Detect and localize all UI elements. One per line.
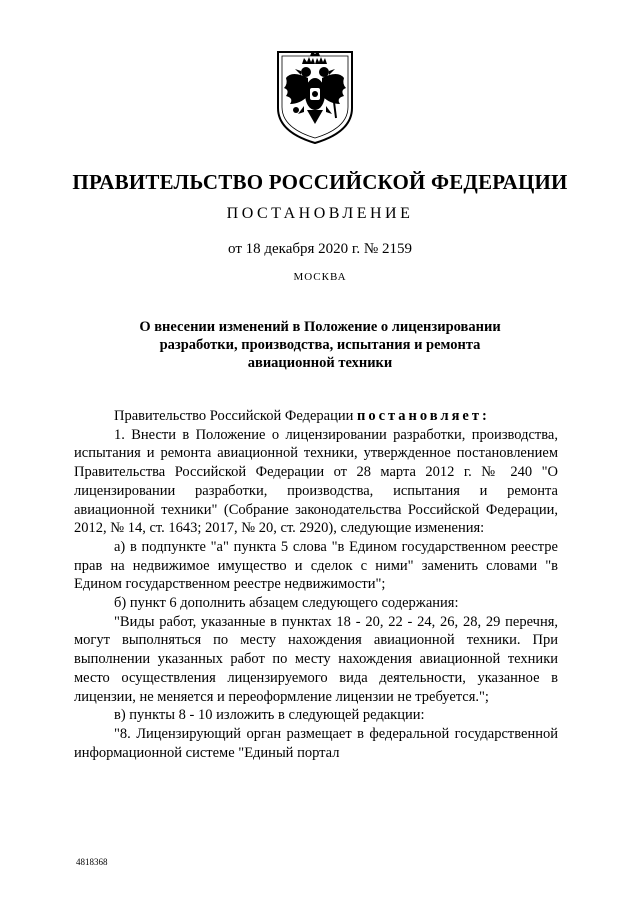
intro-lead: Правительство Российской Федерации <box>114 408 357 424</box>
subparagraph-b: б) пункт 6 дополнить абзацем следующего содержания: <box>114 595 459 612</box>
document-type: ПОСТАНОВЛЕНИЕ <box>226 205 414 222</box>
subparagraph-v: в) пункты 8 - 10 изложить в следующей редакции: <box>114 707 425 724</box>
document-body <box>74 407 558 762</box>
document-city: МОСКВА <box>293 271 347 283</box>
subparagraph-a: а) в подпункте "а" пункта 5 слова "в Едином государственном реестре прав на недвижимое имущество и сделок с ними" заменить словами "в Едином государственном реестре недвижимости"; <box>74 538 558 593</box>
government-title: ПРАВИТЕЛЬСТВО РОССИЙСКОЙ ФЕДЕРАЦИИ <box>72 170 568 194</box>
document-date-number: от 18 декабря 2020 г. № 2159 <box>228 241 412 257</box>
decree-word: постановляет: <box>356 408 490 424</box>
paragraph-8-start: "8. Лицензирующий орган размещает в федеральной государственной информационной системе "Единый портал <box>74 725 558 761</box>
coat-of-arms-icon <box>274 48 356 146</box>
intro-paragraph <box>74 407 558 426</box>
paragraph-1: 1. Внести в Положение о лицензировании разработки, производства, испытания и ремонта авиационной техники, утвержденное постановлением Правительства Российской Федерации от 28 марта 2012 г. № 240 "О лицензировании разработки, производства, испытания и ремонта авиационной техники" (Собрание законодательства Российской Федерации, 2012, № 14, ст. 1643; 2017, № 20, ст. 2920), следующие изменения: <box>74 426 558 537</box>
document-subject: О внесении изменений в Положение о лицензировании разработки, производства, испытания и ремонта авиационной техники <box>139 319 501 371</box>
quoted-addition: "Виды работ, указанные в пунктах 18 - 20, 22 - 24, 26, 28, 29 перечня, могут выполняться по месту нахождения авиационной техники. При выполнении указанных работ по месту нахождения авиационной техники место осуществления лицензируемого вида деятельности, указанное в лицензии, не меняется и переоформление лицензии не требуется."; <box>74 613 558 705</box>
page-identifier: 4818368 <box>76 857 108 867</box>
